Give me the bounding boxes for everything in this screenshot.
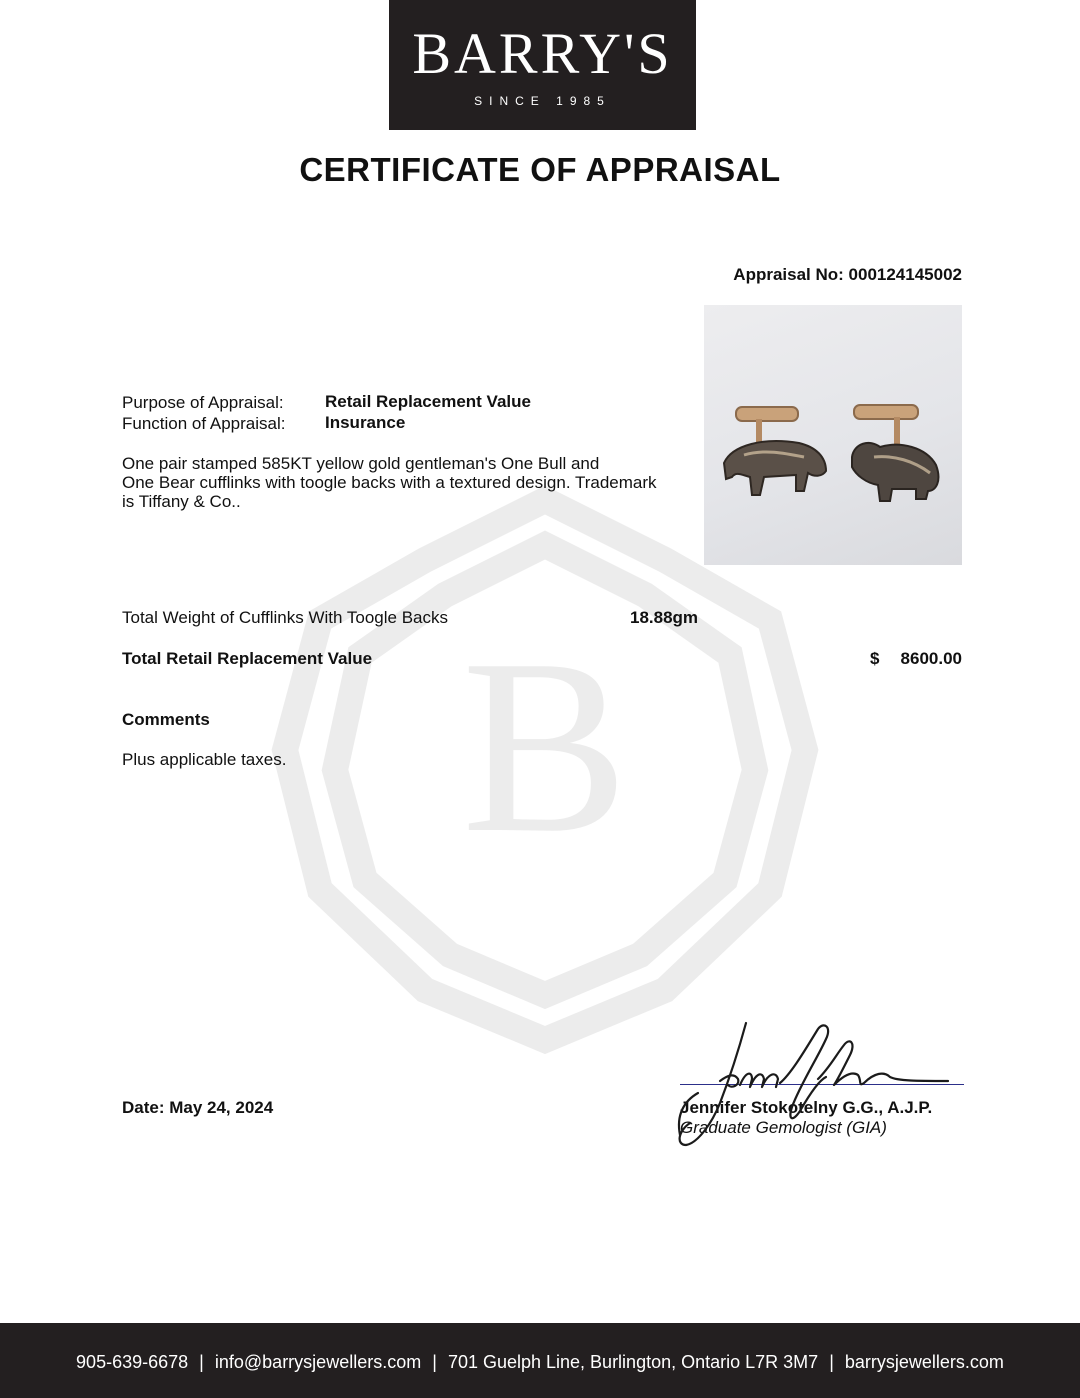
function-value: Insurance (325, 413, 406, 432)
item-description (122, 454, 697, 511)
certificate-title: CERTIFICATE OF APPRAISAL (299, 151, 781, 188)
appraiser-title: Graduate Gemologist (GIA) (680, 1118, 887, 1137)
cufflinks-photo (704, 305, 962, 565)
footer-website[interactable]: barrysjewellers.com (844, 1352, 1004, 1372)
total-value-label: Total Retail Replacement Value (122, 649, 373, 668)
appraisal-date: Date: May 24, 2024 (122, 1098, 274, 1117)
footer-address: 701 Guelph Line, Burlington, Ontario L7R 3M7 (447, 1352, 819, 1372)
footer-email[interactable]: info@barrysjewellers.com (214, 1352, 422, 1372)
total-value-amount: 8600.00 (900, 649, 962, 668)
brand-logo (389, 0, 696, 130)
description-line: One Bear cufflinks with toogle backs with a textured design. Trademark (122, 473, 657, 492)
comments-text: Plus applicable taxes. (122, 750, 287, 769)
footer-bar (0, 1323, 1080, 1398)
weight-label: Total Weight of Cufflinks With Toogle Backs (122, 608, 448, 627)
footer-separator: | (432, 1352, 437, 1372)
footer-phone: 905-639-6678 (76, 1352, 189, 1372)
footer-separator: | (829, 1352, 834, 1372)
description-line: One pair stamped 585KT yellow gold gentleman's One Bull and (122, 454, 600, 473)
appraiser-name: Jennifer Stokotelny G.G., A.J.P. (680, 1098, 933, 1117)
signature-mark (668, 1015, 968, 1155)
brand-name: BARRY'S (412, 21, 673, 86)
currency-symbol: $ (870, 649, 880, 668)
appraisal-number: Appraisal No: 000124145002 (733, 265, 962, 284)
weight-value: 18.88gm (630, 608, 699, 627)
contact-info (0, 1351, 1080, 1373)
comments-heading: Comments (122, 710, 210, 729)
footer-separator: | (199, 1352, 204, 1372)
purpose-label: Purpose of Appraisal: (122, 393, 284, 412)
function-label: Function of Appraisal: (122, 414, 286, 433)
brand-tagline: SINCE 1985 (474, 94, 611, 108)
purpose-value: Retail Replacement Value (325, 392, 531, 411)
svg-text:B: B (461, 608, 629, 885)
description-line: is Tiffany & Co.. (122, 492, 241, 511)
